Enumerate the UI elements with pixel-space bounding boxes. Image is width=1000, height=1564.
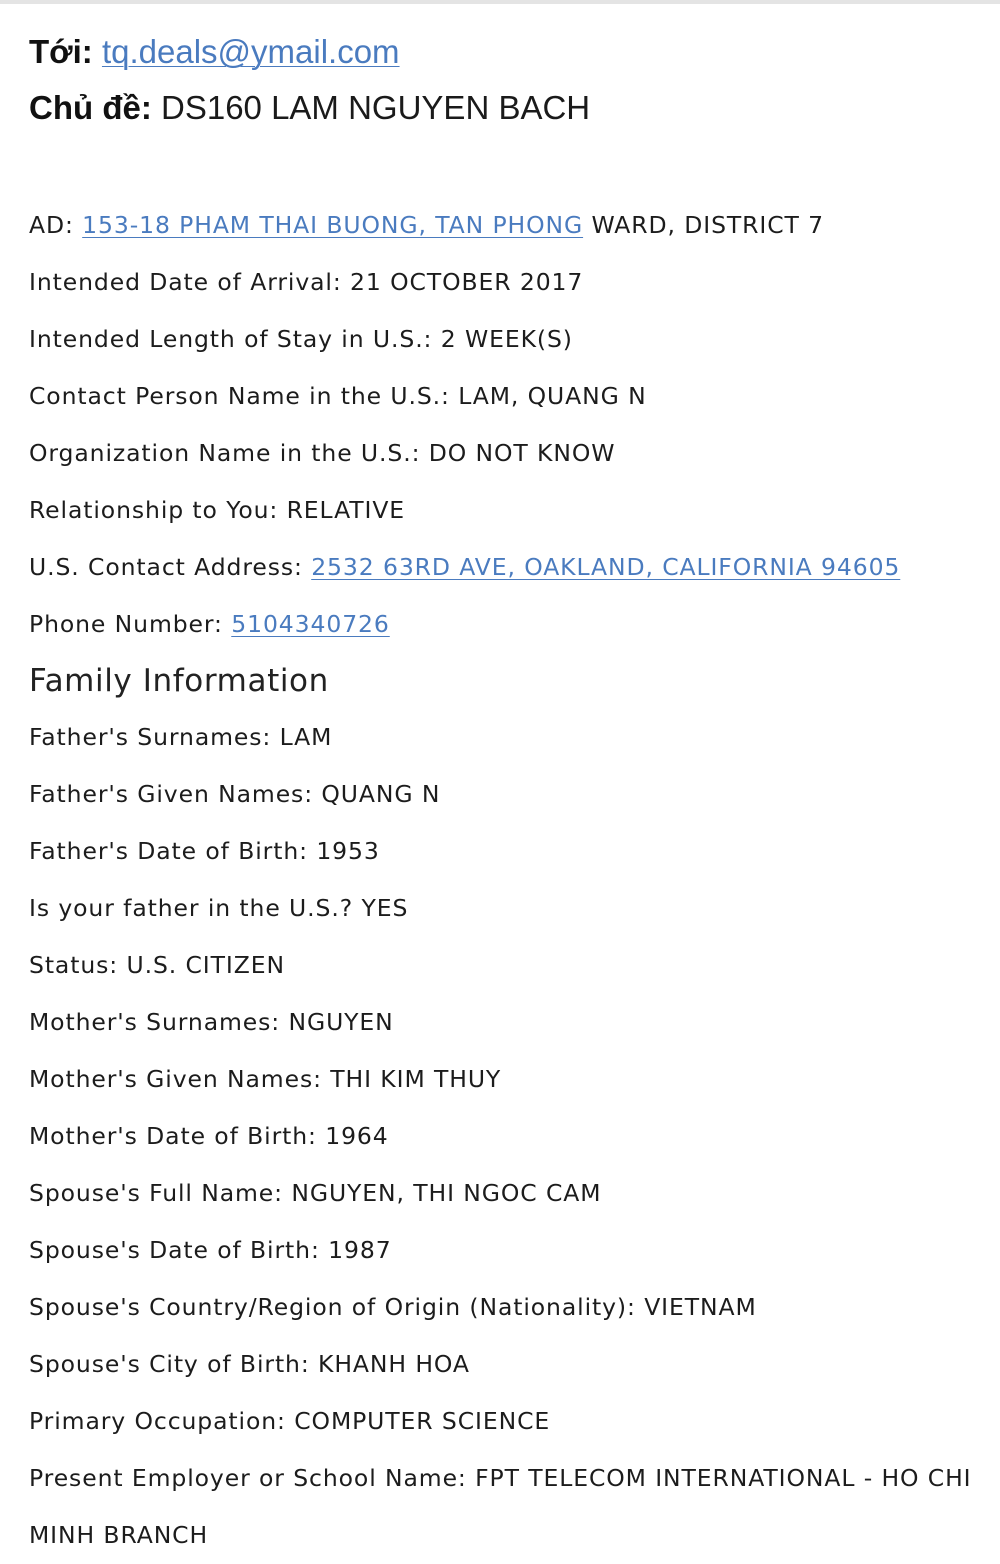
family-line: Mother's Date of Birth: 1964 [29,1122,389,1150]
family-line: Mother's Surnames: NGUYEN [29,1008,394,1036]
us-address-line [29,539,979,596]
family-line: Primary Occupation: COMPUTER SCIENCE [29,1407,551,1435]
us-address-label: U.S. Contact Address: [29,553,312,581]
email-header [29,30,590,142]
subject-label: Chủ đề: [29,89,152,126]
relationship-line: Relationship to You: RELATIVE [29,496,406,524]
subject-line [29,86,590,142]
top-divider [0,0,1000,4]
address-rest: WARD, DISTRICT 7 [583,211,824,239]
email-body [29,197,979,1564]
family-information-heading: Family Information [29,663,329,699]
address-line [29,197,979,254]
subject-text: DS160 LAM NGUYEN BACH [161,89,591,126]
family-line: Present Employer or School Name: FPT TELECOM INTERNATIONAL - HO CHI MINH BRANCH [29,1464,972,1549]
family-line: Father's Surnames: LAM [29,723,333,751]
organization-line: Organization Name in the U.S.: DO NOT KNOW [29,439,616,467]
phone-link[interactable]: 5104340726 [231,610,390,638]
address-label: AD: [29,211,83,239]
recipient-email-link[interactable]: tq.deals@ymail.com [101,33,400,70]
family-line: Spouse's Full Name: NGUYEN, THI NGOC CAM [29,1179,602,1207]
family-line: Is your father in the U.S.? YES [29,894,409,922]
phone-label: Phone Number: [29,610,232,638]
family-line: Mother's Given Names: THI KIM THUY [29,1065,502,1093]
family-line: Status: U.S. CITIZEN [29,951,285,979]
family-line: Spouse's City of Birth: KHANH HOA [29,1350,470,1378]
to-label: Tới: [29,33,93,70]
family-line: Father's Date of Birth: 1953 [29,837,380,865]
contact-person-line: Contact Person Name in the U.S.: LAM, QUANG N [29,382,647,410]
length-of-stay-line: Intended Length of Stay in U.S.: 2 WEEK(S) [29,325,573,353]
family-line: Spouse's Country/Region of Origin (Nationality): VIETNAM [29,1293,757,1321]
family-line: Father's Given Names: QUANG N [29,780,441,808]
family-line: Spouse's Date of Birth: 1987 [29,1236,392,1264]
phone-line [29,596,979,653]
arrival-date-line: Intended Date of Arrival: 21 OCTOBER 2017 [29,268,584,296]
to-line [29,30,590,86]
us-address-link[interactable]: 2532 63RD AVE, OAKLAND, CALIFORNIA 94605 [311,553,901,581]
address-link[interactable]: 153-18 PHAM THAI BUONG, TAN PHONG [82,211,584,239]
